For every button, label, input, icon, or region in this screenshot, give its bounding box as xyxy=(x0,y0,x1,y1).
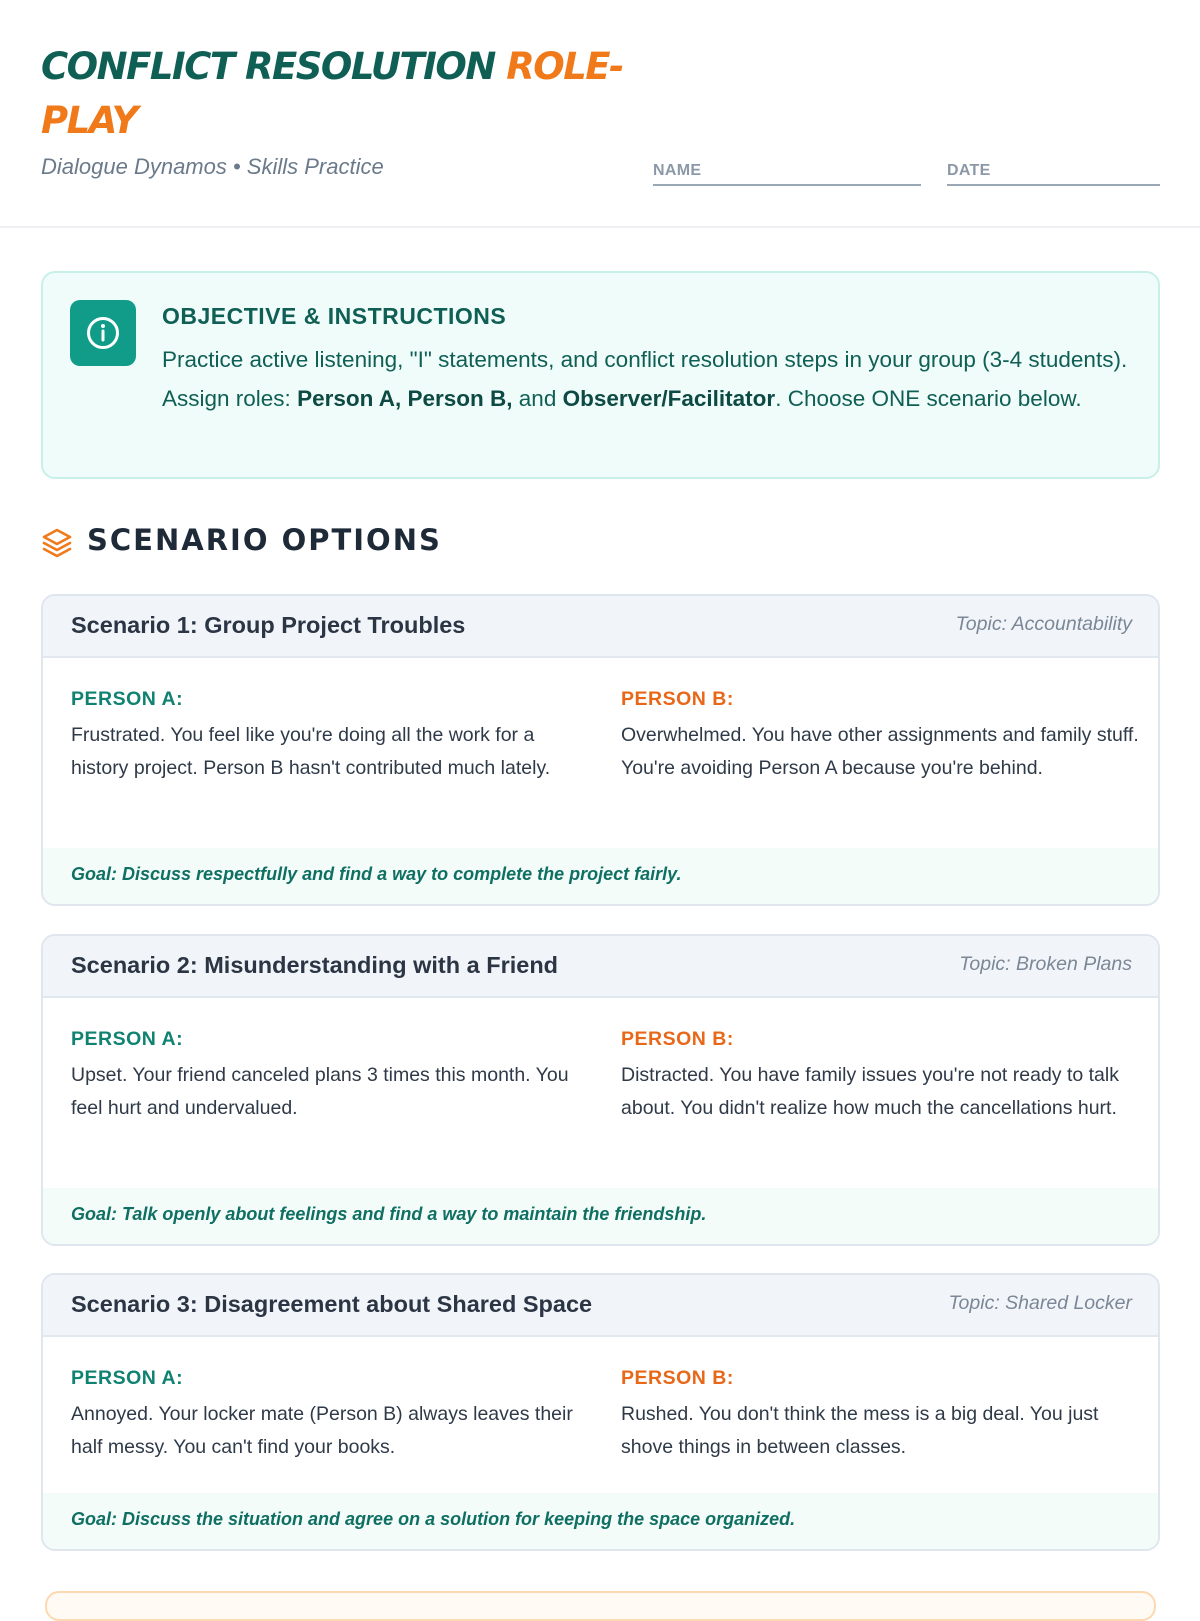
person-b-label: PERSON B: xyxy=(621,1028,734,1050)
objective-title: OBJECTIVE & INSTRUCTIONS xyxy=(162,303,507,329)
person-b-text: Overwhelmed. You have other assignments and family stuff. You're avoiding Person A because you're behind. xyxy=(621,724,1139,779)
person-b-label: PERSON B: xyxy=(621,1367,734,1389)
person-b-text: Rushed. You don't think the mess is a big deal. You just shove things in between classes. xyxy=(621,1403,1099,1458)
date-field[interactable] xyxy=(947,158,1160,186)
person-b-text: Distracted. You have family issues you're not ready to talk about. You didn't realize how much the cancellations hurt. xyxy=(621,1064,1119,1119)
section-title: SCENARIO OPTIONS xyxy=(87,523,442,557)
goal-text: Goal: Talk openly about feelings and find a way to maintain the friendship. xyxy=(71,1204,707,1224)
scenario-title: Scenario 2: Misunderstanding with a Friend xyxy=(71,952,559,978)
page-title xyxy=(41,40,661,148)
scenario-card-header xyxy=(43,936,1158,998)
person-a-label: PERSON A: xyxy=(71,688,184,710)
page-subtitle: Dialogue Dynamos • Skills Practice xyxy=(41,154,384,179)
worksheet-header xyxy=(0,0,1200,228)
person-a-text: Annoyed. Your locker mate (Person B) always leaves their half messy. You can't find your books. xyxy=(71,1403,573,1458)
scenario-card-2[interactable] xyxy=(41,934,1160,1246)
scenario-card-1[interactable] xyxy=(41,594,1160,906)
name-label: NAME xyxy=(653,162,702,179)
goal-text: Goal: Discuss respectfully and find a way to complete the project fairly. xyxy=(71,864,682,884)
person-a-label: PERSON A: xyxy=(71,1028,184,1050)
role-person-ab: Person A, Person B, xyxy=(297,385,513,411)
person-a-text: Upset. Your friend canceled plans 3 times this month. You feel hurt and undervalued. xyxy=(71,1064,569,1119)
objective-text: Practice active listening, "I" statements, and conflict resolution steps in your group (3-4 students). Assign roles: Person A, Person B, and Observer/Facilitator. Choose ONE scenario below. xyxy=(162,347,1128,411)
scenario-topic: Topic: Accountability xyxy=(955,613,1132,635)
role-observer: Observer/Facilitator xyxy=(562,385,776,411)
goal-bar xyxy=(43,1493,1158,1549)
scenario-card-header xyxy=(43,596,1158,658)
next-section-panel xyxy=(45,1591,1156,1621)
scenario-topic: Topic: Broken Plans xyxy=(959,953,1132,975)
title-main: CONFLICT RESOLUTION xyxy=(41,45,507,88)
name-field[interactable] xyxy=(653,158,921,186)
scenario-title: Scenario 3: Disagreement about Shared Space xyxy=(71,1291,593,1317)
person-a-label: PERSON A: xyxy=(71,1367,184,1389)
date-label: DATE xyxy=(947,162,991,179)
goal-bar xyxy=(43,848,1158,904)
layers-icon xyxy=(41,527,73,559)
person-b-label: PERSON B: xyxy=(621,688,734,710)
objective-panel xyxy=(41,271,1160,479)
title-accent: ROLE-PLAY xyxy=(41,45,623,142)
scenario-card-header xyxy=(43,1275,1158,1337)
scenario-title: Scenario 1: Group Project Troubles xyxy=(71,612,466,638)
goal-text: Goal: Discuss the situation and agree on a solution for keeping the space organized. xyxy=(71,1509,796,1529)
scenario-topic: Topic: Shared Locker xyxy=(948,1292,1132,1314)
scenario-card-3[interactable] xyxy=(41,1273,1160,1551)
info-icon xyxy=(70,300,136,366)
goal-bar xyxy=(43,1188,1158,1244)
person-a-text: Frustrated. You feel like you're doing all the work for a history project. Person B hasn't contributed much lately. xyxy=(71,724,551,779)
